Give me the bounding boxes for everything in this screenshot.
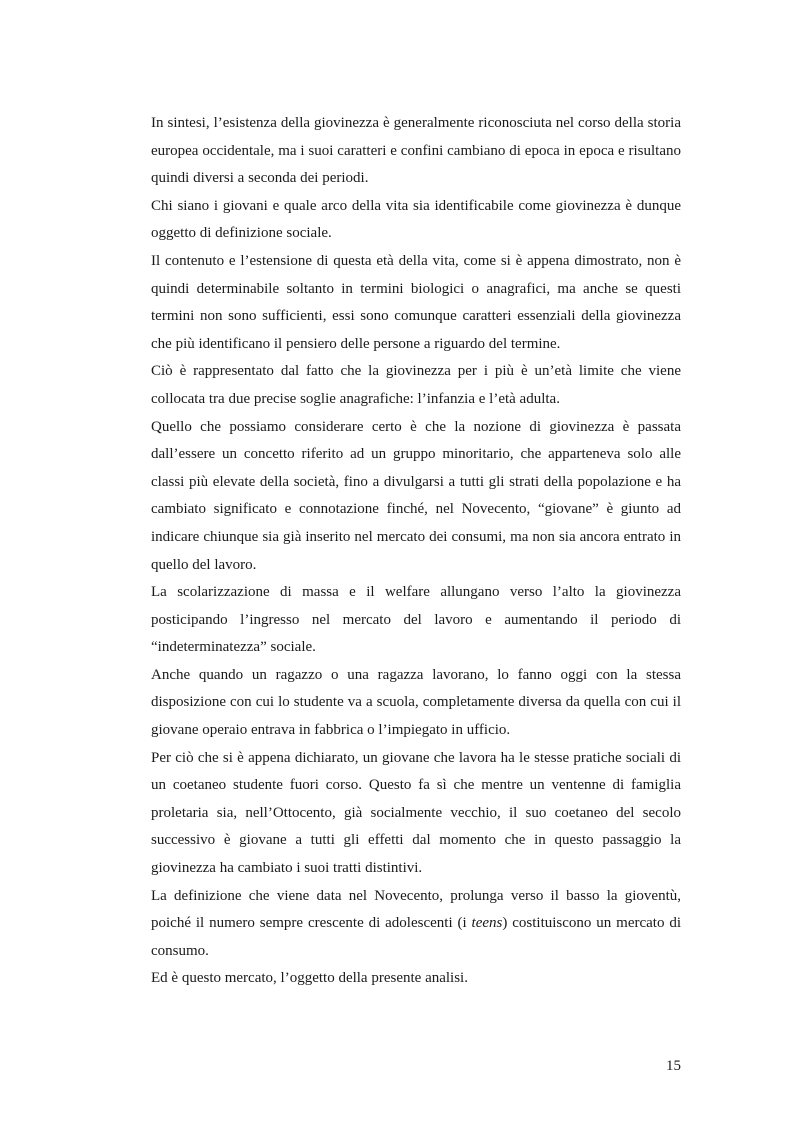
paragraph-teens bbox=[151, 883, 681, 966]
paragraph: Chi siano i giovani e quale arco della vita sia identificabile come giovinezza è dunque oggetto di definizione sociale. bbox=[151, 197, 681, 242]
paragraph: In sintesi, l’esistenza della giovinezza è generalmente riconosciuta nel corso della storia europea occidentale, ma i suoi caratteri e confini cambiano di epoca in epoca e risultano quindi diversi a seconda dei periodi. bbox=[151, 115, 681, 187]
paragraph: Ed è questo mercato, l’oggetto della presente analisi. bbox=[151, 970, 468, 987]
paragraph: La scolarizzazione di massa e il welfare allungano verso l’alto la giovinezza posticipando l’ingresso nel mercato del lavoro e aumentando il periodo di “indeterminatezza” sociale. bbox=[151, 584, 681, 656]
paragraph: Ciò è rappresentato dal fatto che la giovinezza per i più è un’età limite che viene collocata tra due precise soglie anagrafiche: l’infanzia e l’età adulta. bbox=[151, 363, 681, 407]
paragraph-text: ) costituiscono un mercato di consumo. bbox=[151, 915, 681, 959]
document-body bbox=[151, 110, 681, 993]
paragraph: Per ciò che si è appena dichiarato, un giovane che lavora ha le stesse pratiche sociali di un coetaneo studente fuori corso. Questo fa sì che mentre un ventenne di famiglia proletaria sia, nell’Ottocento, già socialmente vecchio, il suo coetaneo del secolo successivo è giovane a tutti gli effetti dal momento che in questo passaggio la giovinezza ha cambiato i suoi tratti distintivi. bbox=[151, 749, 681, 877]
paragraph: Il contenuto e l’estensione di questa età della vita, come si è appena dimostrato, non è quindi determinabile soltanto in termini biologici o anagrafici, ma anche se questi termini non sono sufficienti, essi sono comunque caratteri essenziali della giovinezza che più identificano il pensiero delle persone a riguardo del termine. bbox=[151, 252, 681, 352]
paragraph-text: La definizione che viene data nel Novecento, prolunga verso il basso la gioventù, poiché il numero sempre crescente di adolescenti (i bbox=[151, 887, 681, 932]
paragraph: Anche quando un ragazzo o una ragazza lavorano, lo fanno oggi con la stessa disposizione con cui lo studente va a scuola, completamente diversa da quella con cui il giovane operaio entrava in fabbrica o l’impiegato in ufficio. bbox=[151, 666, 681, 739]
paragraph: Quello che possiamo considerare certo è che la nozione di giovinezza è passata dall’essere un concetto riferito ad un gruppo minoritario, che apparteneva solo alle classi più elevate della società, fino a divulgarsi a tutti gli strati della popolazione e ha cambiato significato e connotazione finché, nel Novecento, “giovane” è giunto ad indicare chiunque sia già inserito nel mercato dei consumi, ma non sia ancora entrato in quello del lavoro. bbox=[151, 418, 681, 573]
page-number: 15 bbox=[666, 1058, 681, 1074]
italic-term: teens bbox=[471, 915, 503, 932]
